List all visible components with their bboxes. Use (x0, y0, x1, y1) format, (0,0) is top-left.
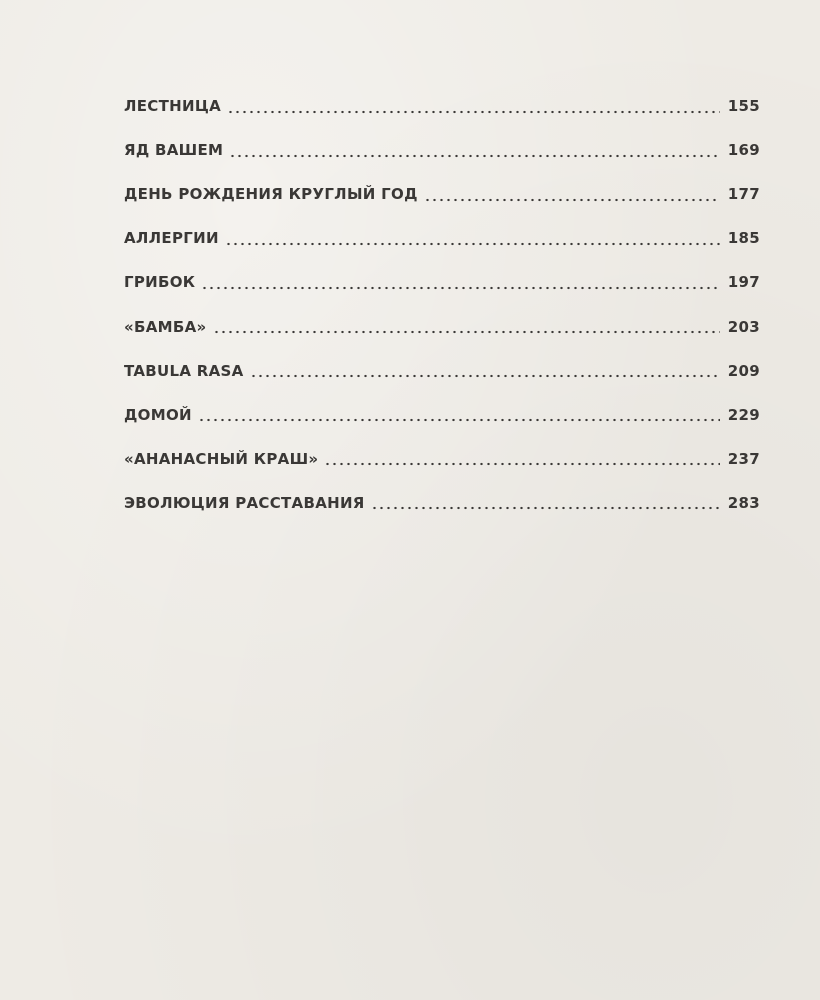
toc-entry (124, 304, 760, 348)
toc-entry-page: 237 (727, 449, 760, 468)
toc-entry-title: ЭВОЛЮЦИЯ РАССТАВАНИЯ (124, 493, 365, 512)
toc-entry-page: 203 (727, 317, 760, 336)
dot-leader (225, 231, 720, 246)
toc-entry-page: 155 (727, 97, 760, 116)
toc-entry-title: ДЕНЬ РОЖДЕНИЯ КРУГЛЫЙ ГОД (124, 185, 418, 204)
dot-leader (227, 99, 720, 114)
toc-entry-page: 185 (727, 229, 760, 248)
dot-leader (371, 495, 720, 510)
dot-leader (198, 407, 720, 422)
toc-entry-page: 229 (727, 405, 760, 424)
toc-entry-page: 209 (727, 361, 760, 380)
toc-entry-title: TABULA RASA (124, 361, 244, 380)
toc-entry (124, 349, 760, 393)
toc-entry (124, 437, 760, 481)
toc-entry-title: ЯД ВАШЕМ (124, 141, 224, 160)
toc-entry (124, 84, 760, 128)
dot-leader (250, 363, 720, 378)
toc-entry-page: 197 (727, 273, 760, 292)
toc-entry-title: «БАМБА» (124, 317, 207, 336)
toc-entry (124, 216, 760, 260)
toc-entry-title: ГРИБОК (124, 273, 196, 292)
toc-entry (124, 128, 760, 172)
toc-entry-page: 169 (727, 141, 760, 160)
toc-entry (124, 260, 760, 304)
dot-leader (201, 275, 719, 290)
dot-leader (213, 319, 720, 334)
toc-entry-title: АЛЛЕРГИИ (124, 229, 219, 248)
toc-entry-title: «АНАНАСНЫЙ КРАШ» (124, 449, 319, 468)
table-of-contents (124, 84, 760, 525)
toc-entry-title: ЛЕСТНИЦА (124, 97, 221, 116)
toc-entry-page: 177 (727, 185, 760, 204)
dot-leader (229, 143, 720, 158)
toc-entry (124, 481, 760, 525)
dot-leader (424, 187, 720, 202)
toc-entry (124, 172, 760, 216)
toc-entry (124, 393, 760, 437)
dot-leader (324, 451, 719, 466)
toc-entry-page: 283 (727, 493, 760, 512)
toc-entry-title: ДОМОЙ (124, 405, 192, 424)
